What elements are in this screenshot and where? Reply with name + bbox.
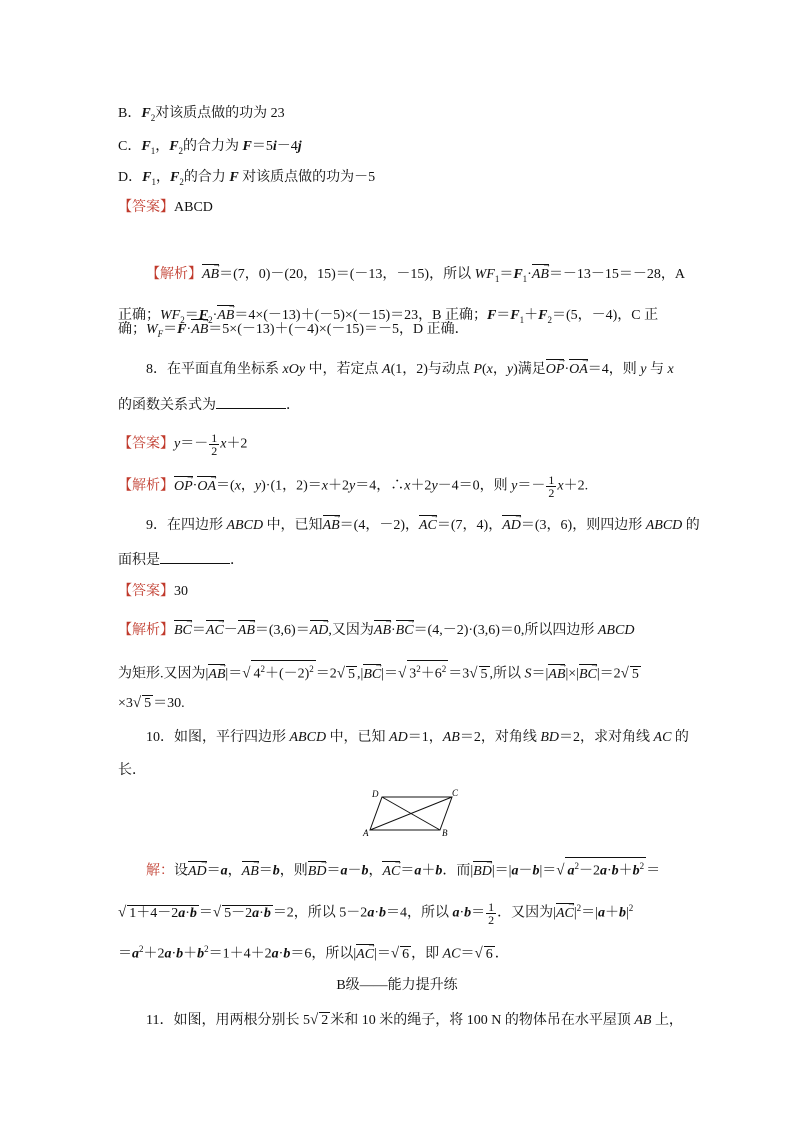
option-b: B．$F_2$对该质点做的功为 23 [118,106,285,123]
q10-solution-line3: $=a^2+2a\cdot b+b^2=1+4+2a\cdot b=6$，所以|AC →|＝√ 6 ，即 AC＝√ 6 ． [118,940,509,964]
q8-answer: 【答案】y＝－ $\frac{1}{2}$ x＋2 [118,431,248,458]
q9-line1: 9．在四边形 ABCD 中，已知AB →＝(4，－2)，AC →＝(7，4)，AD →＝(3，6)，则四边形 ABCD 的 [146,515,700,535]
solution-tag: 解： [146,863,174,879]
fig-label-c: C [452,788,459,798]
q11-line1: 11．如图，用两根分别长 5√ 2 米和 10 米的绳子，将 100 N 的物体吊在水平屋顶 AB 上， [146,1012,683,1028]
q7-explanation-line1: 【解析】AB →＝(7，0)－(20，15)＝(－13，－15)，所以 $WF_1=F_1\cdot AB \to=-13-15=-28$，A [146,264,685,288]
fig-label-a: A [363,828,369,838]
explanation-tag: 【解析】 [146,267,202,282]
fig-label-b: B [442,828,448,838]
q10-solution-line2: √ 1＋4－2a·b ＝√ 5－2a·b ＝2，所以 5－2a·b＝4，所以 a·b＝ $\frac{1}{2}$ ．又因为$|AC \to|^2=|a+b|^2$ [118,899,633,926]
answer-tag: 【答案】 [118,584,174,599]
q7-answer [118,199,213,217]
option-c: C．$F_1$，$F_2$的合力为 F＝5i－4j [118,139,302,156]
q9-explanation-line2: 为矩形.又因为|AB →|＝√ $4^2+(-2)^2 =2√$ 5 ,|BC →|＝√ $3^2+6^2 =3√$ 5 ,所以 S＝|AB →|×|BC →|＝2√ 5 [118,660,641,684]
answer-value: ABCD [174,200,213,215]
q7-explanation-line3: 确；$W_F=F\cdot AB \to=5\times(-13)+(-4)\times(-15)=-5$，D 正确． [118,319,469,343]
explanation-tag: 【解析】 [118,623,174,638]
fig-label-d: D [372,789,379,799]
q9-explanation-line3: ×3√ 5 ＝30. [118,695,185,711]
q8-line2: 的函数关系式为 ． [118,398,300,413]
q8-line1: 8．在平面直角坐标系 xOy 中，若定点 A(1，2)与动点 P(x，y)满足OP →·OA →＝4，则 y 与 x [146,359,674,379]
q9-answer [118,583,188,601]
q9-explanation-line1: 【解析】BC →＝AC →－AB →＝(3,6)＝AD →,又因为AB →·BC →＝(4,－2)·(3,6)＝0,所以四边形 ABCD [118,620,634,640]
explanation-tag: 【解析】 [118,478,174,494]
answer-tag: 【答案】 [118,200,174,215]
answer-value: 30 [174,584,188,599]
parallelogram-figure [360,788,470,838]
q7-explanation-line2: 正确；$WF_2=F_2\cdot AB \to=4\times(-13)+(-5)\times(-15)=23$，B 正确；$F=F_1+F_2=(5$，－4)，C 正 [118,305,658,329]
q10-line2: 长． [118,763,146,778]
section-heading: B级——能力提升练 [336,978,458,993]
answer-tag: 【答案】 [118,436,174,452]
q9-line2: 面积是 ． [118,553,244,568]
q8-explanation: 【解析】OP →·OA →＝(x，y)·(1，2)＝x＋2y＝4，∴x＋2y－4＝0，则 y＝－ $\frac{1}{2}$ x＋2. [118,474,588,499]
q10-solution-line1: 解：设AD →＝a，AB →＝b，则BD →＝a－b，AC →＝a＋b．而|BD →|＝|a－b|＝√ $a^2-2a\cdot b+b^2$ ＝ [146,857,660,881]
option-d: D．$F_1$，$F_2$的合力 F 对该质点做的功为－5 [118,170,376,187]
q10-line1: 10．如图，平行四边形 ABCD 中，已知 AD＝1，AB＝2，对角线 BD＝2，求对角线 AC 的 [146,730,689,745]
